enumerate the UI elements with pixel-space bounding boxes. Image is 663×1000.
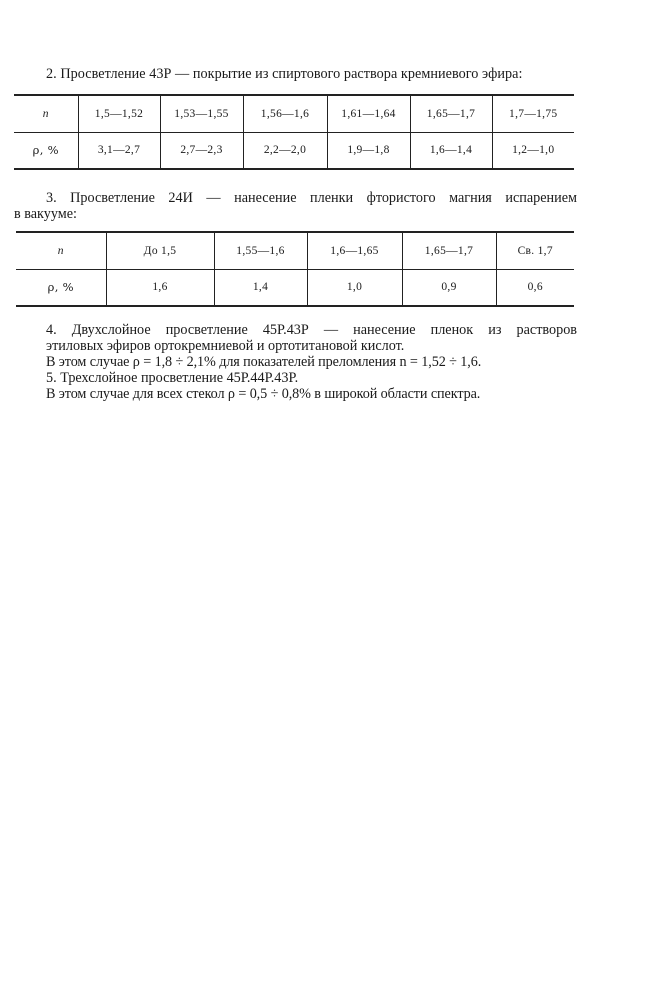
section-5-line-1 [46,370,577,386]
row-label-n: n [16,232,106,269]
section-3-heading-cont [14,206,577,222]
header-cell: 1,65—1,7 [402,232,496,269]
section-5-text-1: 5. Трехслойное просветление 45Р.44Р.43Р. [46,370,299,386]
section-2-heading [46,66,577,82]
value-cell: 2,2—2,0 [243,132,327,169]
header-cell: 1,7—1,75 [492,95,574,132]
section-3-heading-line-1: 3. Просветление 24И — нанесение пленки фтористого магния испарением [46,190,577,206]
value-cell: 1,6—1,4 [410,132,492,169]
row-label-n: n [14,95,78,132]
table-section-2 [14,94,574,170]
value-cell: 1,6 [106,269,214,306]
section-3-heading-line-2: в вакууме: [14,206,77,222]
header-cell: 1,6—1,65 [307,232,402,269]
section-4-text-1: 4. Двухслойное просветление 45Р.43Р — нанесение пленок из растворов [46,322,577,338]
header-cell: 1,61—1,64 [327,95,410,132]
value-cell: 1,4 [214,269,307,306]
value-cell: 1,2—1,0 [492,132,574,169]
value-cell: 0,6 [496,269,574,306]
section-4-text-3: В этом случае ρ = 1,8 ÷ 2,1% для показателей преломления n = 1,52 ÷ 1,6. [46,354,482,370]
value-cell: 3,1—2,7 [78,132,160,169]
section-5-line-2 [46,386,577,402]
row-label-rho: ρ, % [14,132,78,169]
table-row-n [14,95,574,132]
table-row-rho [16,269,574,306]
header-cell: 1,53—1,55 [160,95,243,132]
header-cell: 1,55—1,6 [214,232,307,269]
value-cell: 1,9—1,8 [327,132,410,169]
table-section-3 [16,231,574,307]
section-4-line-2 [46,338,577,354]
section-3-heading [14,190,577,206]
section-4-text-2: этиловых эфиров ортокремниевой и ортотитановой кислот. [46,338,405,354]
header-cell: Св. 1,7 [496,232,574,269]
header-cell: 1,65—1,7 [410,95,492,132]
header-cell: До 1,5 [106,232,214,269]
section-2-heading-text: 2. Просветление 43Р — покрытие из спиртового раствора кремниевого эфира: [46,66,523,82]
table-row-rho [14,132,574,169]
header-cell: 1,56—1,6 [243,95,327,132]
value-cell: 0,9 [402,269,496,306]
table-row-n [16,232,574,269]
value-cell: 2,7—2,3 [160,132,243,169]
row-label-rho: ρ, % [16,269,106,306]
value-cell: 1,0 [307,269,402,306]
section-4-line-1 [46,322,577,338]
header-cell: 1,5—1,52 [78,95,160,132]
section-5-text-2: В этом случае для всех стекол ρ = 0,5 ÷ 0,8% в широкой области спектра. [46,386,481,402]
section-4-line-3 [46,354,577,370]
